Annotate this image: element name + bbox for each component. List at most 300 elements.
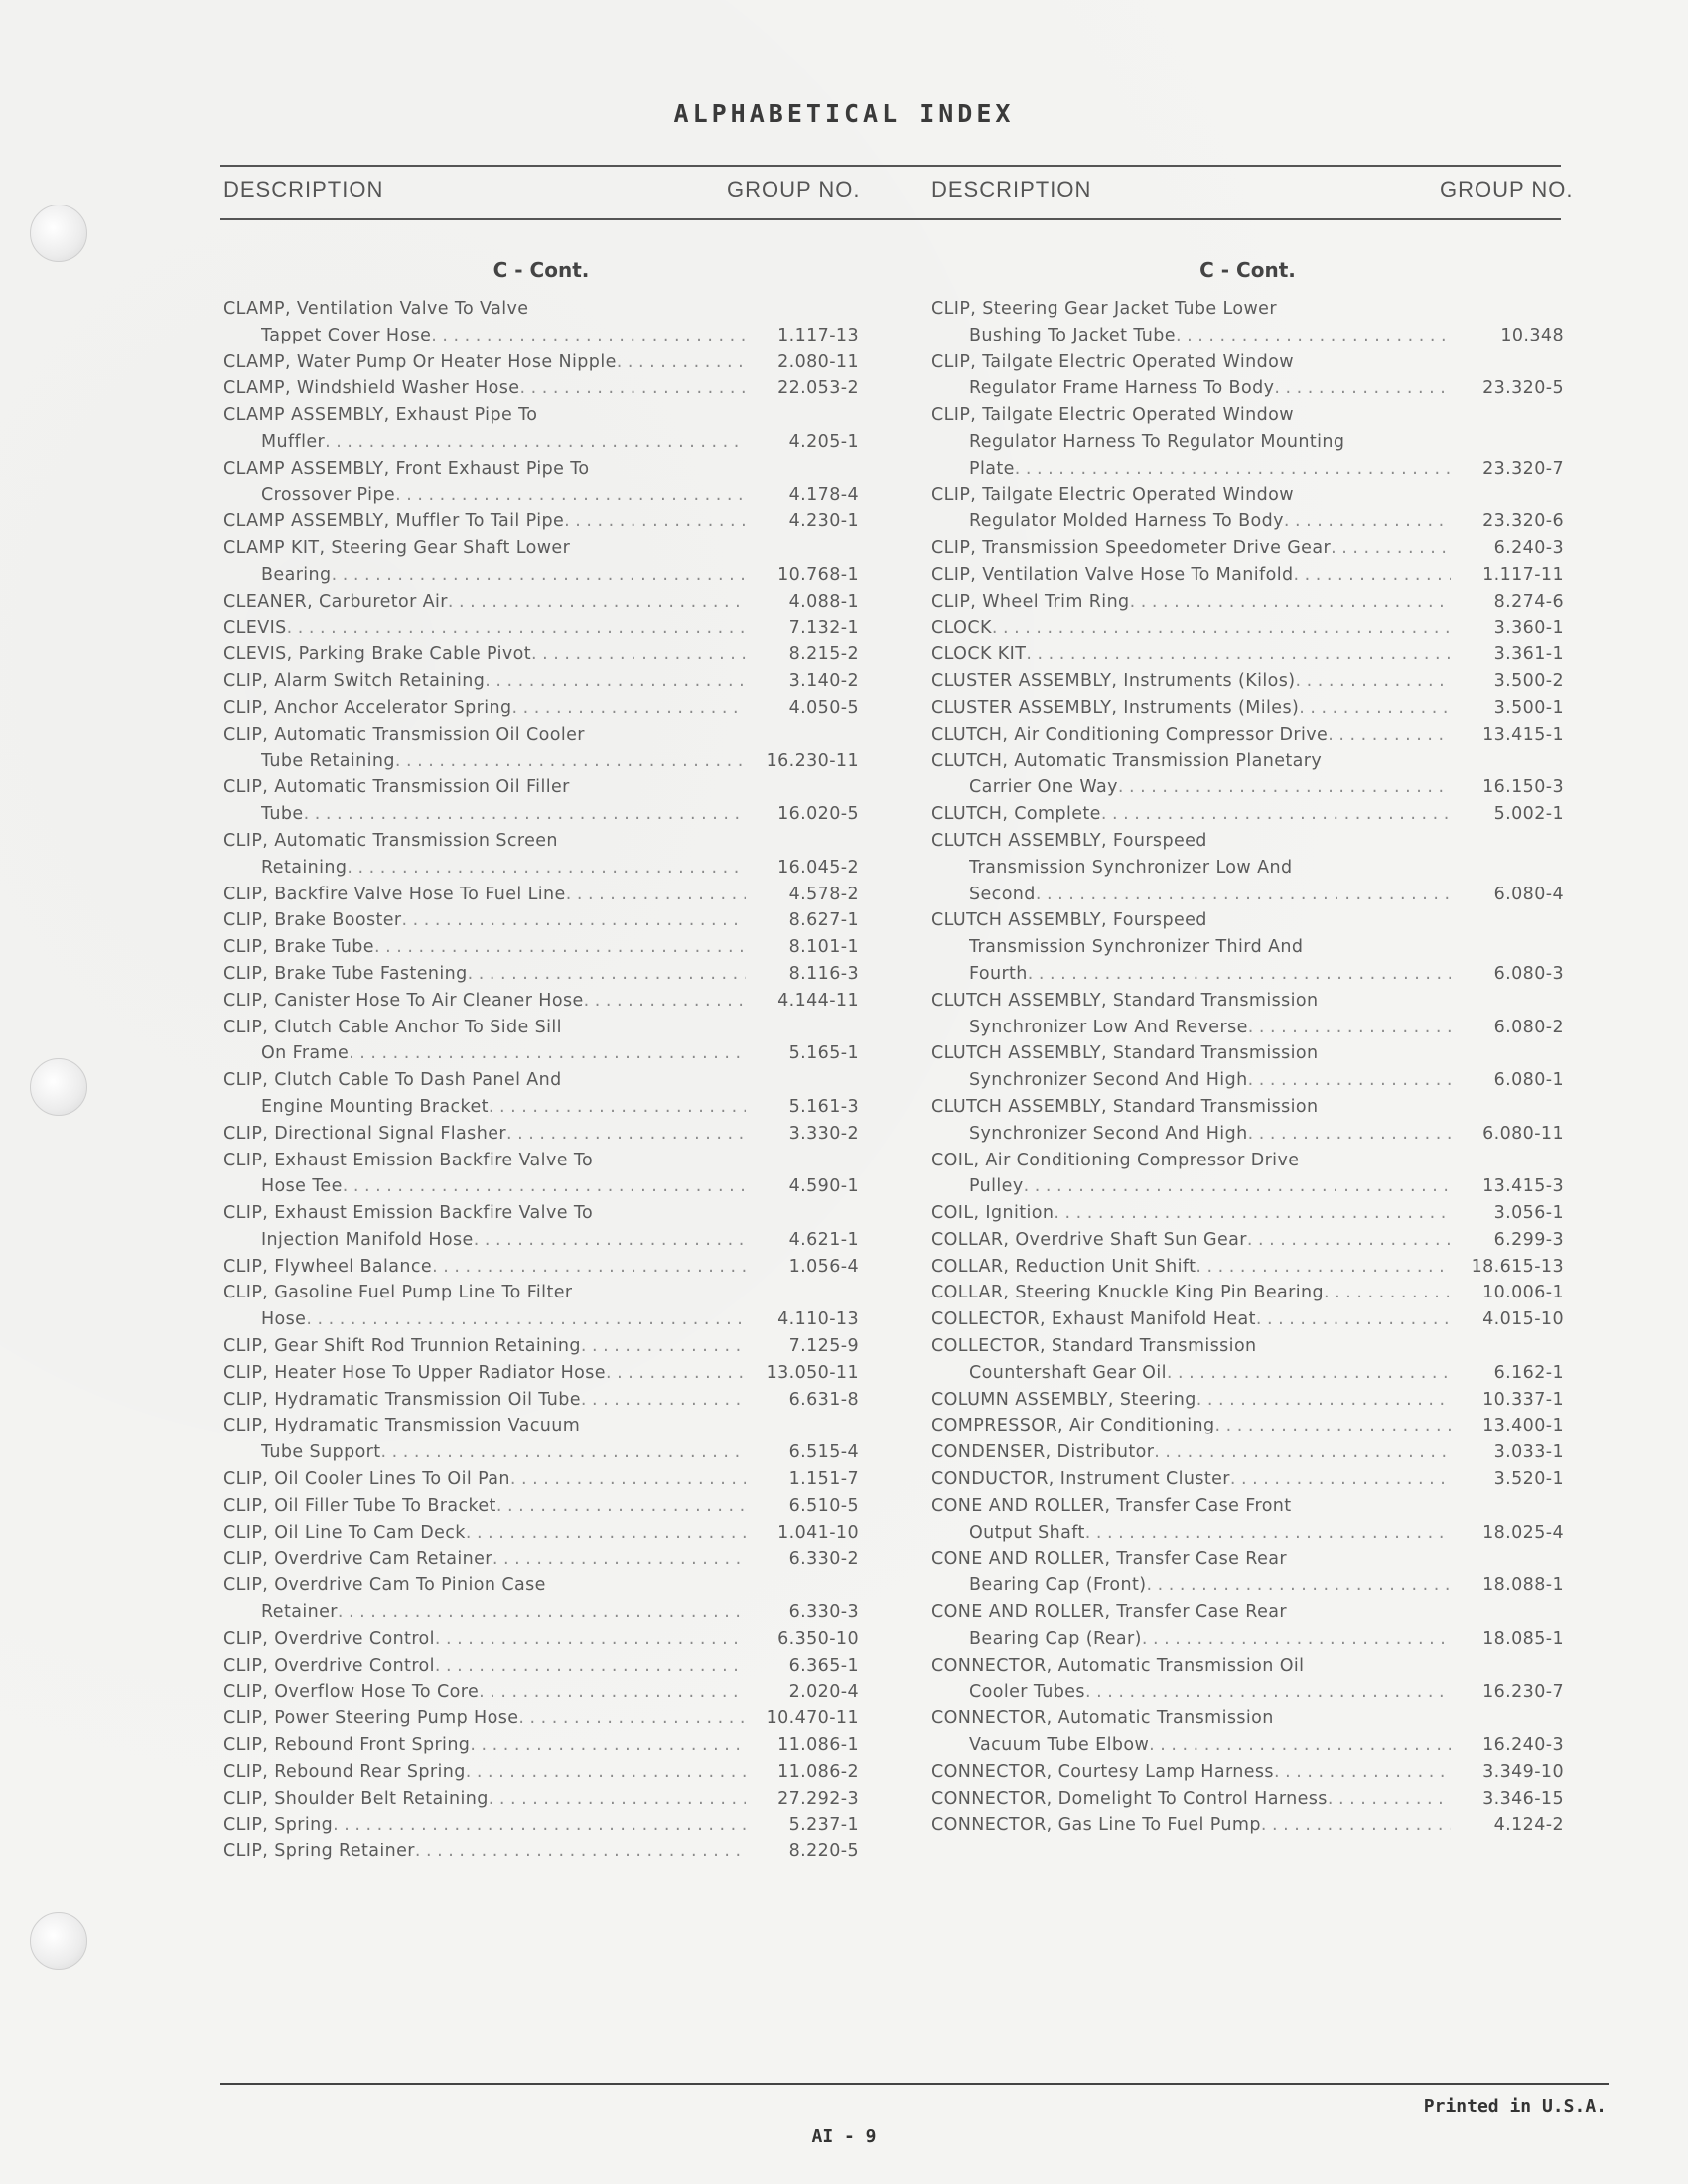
entry-description-continued <box>931 882 1564 908</box>
entry-text: CLIP, Rebound Rear Spring <box>223 1761 466 1782</box>
entry-description <box>223 1812 859 1839</box>
entry-text: CLAMP KIT, Steering Gear Shaft Lower <box>223 538 571 559</box>
entry-description <box>223 961 859 988</box>
entry-description <box>223 1839 859 1865</box>
group-number: 4.088-1 <box>788 591 859 612</box>
entry-description <box>223 1466 859 1493</box>
entry-description <box>931 535 1564 562</box>
entry-description <box>223 988 859 1015</box>
entry-description-continued <box>223 1599 859 1626</box>
index-entry <box>223 1839 859 1865</box>
group-number: 3.360-1 <box>1493 617 1564 638</box>
leader-dots <box>1028 961 1451 988</box>
leader-dots <box>1196 1387 1451 1414</box>
entry-description <box>931 641 1564 668</box>
entry-text: CONNECTOR, Domelight To Control Harness <box>931 1788 1328 1809</box>
leader-dots <box>506 1121 746 1148</box>
group-number: 13.400-1 <box>1482 1416 1564 1436</box>
index-entry <box>931 1200 1564 1227</box>
entry-description <box>223 349 859 376</box>
group-number: 7.132-1 <box>788 617 859 638</box>
binder-hole <box>30 1058 87 1116</box>
index-entry <box>223 402 859 456</box>
group-number: 18.085-1 <box>1482 1628 1564 1649</box>
entry-text: CLIP, Tailgate Electric Operated Window <box>931 351 1294 372</box>
group-number: 6.080-1 <box>1493 1070 1564 1091</box>
entry-description <box>931 988 1564 1015</box>
index-entry <box>931 296 1564 349</box>
leader-dots <box>1196 1254 1451 1281</box>
entry-description <box>931 296 1564 323</box>
group-number: 2.020-4 <box>788 1682 859 1703</box>
index-entry <box>223 1759 859 1786</box>
group-number: 6.631-8 <box>788 1389 859 1410</box>
leader-dots <box>1142 1626 1451 1653</box>
index-entry <box>223 1254 859 1281</box>
index-entry <box>931 589 1564 615</box>
leader-dots <box>485 668 746 695</box>
index-entry <box>931 1759 1564 1786</box>
entry-description <box>223 1333 859 1360</box>
header-top-rule <box>220 165 1561 167</box>
group-number: 27.292-3 <box>777 1788 859 1809</box>
index-entry <box>223 934 859 961</box>
index-entry <box>931 695 1564 722</box>
index-entry <box>931 535 1564 562</box>
leader-dots <box>325 429 746 456</box>
entry-description <box>223 1067 859 1094</box>
entry-description <box>223 1572 859 1599</box>
index-entry <box>223 1360 859 1387</box>
entry-text: CLIP, Overdrive Control <box>223 1628 435 1649</box>
entry-description <box>223 1148 859 1174</box>
entry-text: Tube <box>261 804 304 825</box>
right-description-header: DESCRIPTION <box>931 177 1092 202</box>
group-number: 3.140-2 <box>788 671 859 692</box>
entry-description <box>931 402 1564 429</box>
leader-dots <box>617 349 746 376</box>
entry-description <box>223 774 859 801</box>
entry-description <box>931 1040 1564 1067</box>
entry-description-continued <box>931 1015 1564 1041</box>
group-number: 4.015-10 <box>1482 1309 1564 1330</box>
entry-text: Hose Tee <box>261 1176 343 1197</box>
entry-description-continued <box>223 1227 859 1254</box>
entry-description <box>223 1653 859 1680</box>
index-entry <box>223 1572 859 1626</box>
entry-description <box>931 1333 1564 1360</box>
entry-text: CLUTCH ASSEMBLY, Standard Transmission <box>931 990 1319 1011</box>
entry-description-continued <box>223 855 859 882</box>
entry-text: Synchronizer Second And High <box>969 1070 1248 1091</box>
entry-text: CLIP, Wheel Trim Ring <box>931 591 1130 612</box>
leader-dots <box>531 641 746 668</box>
entry-description-continued <box>931 323 1564 349</box>
entry-description <box>931 1148 1564 1174</box>
entry-text: CLIP, Transmission Speedometer Drive Gear <box>931 538 1332 559</box>
left-index-column <box>223 260 859 1865</box>
leader-dots <box>581 1333 746 1360</box>
index-entry <box>931 1413 1564 1439</box>
group-number: 10.470-11 <box>766 1708 859 1729</box>
entry-description <box>223 375 859 402</box>
entry-text: COLLECTOR, Exhaust Manifold Heat <box>931 1309 1256 1330</box>
group-number: 4.178-4 <box>788 484 859 505</box>
group-number: 6.080-3 <box>1493 963 1564 984</box>
group-number: 6.162-1 <box>1493 1362 1564 1383</box>
entry-description <box>223 1387 859 1414</box>
entry-text: CLAMP, Ventilation Valve To Valve <box>223 299 529 319</box>
group-number: 5.002-1 <box>1493 804 1564 825</box>
entry-description-continued <box>223 1173 859 1200</box>
entry-text: CLIP, Gear Shift Rod Trunnion Retaining <box>223 1336 581 1357</box>
entry-description <box>223 1200 859 1227</box>
index-entry <box>223 907 859 934</box>
entry-text: CONE AND ROLLER, Transfer Case Rear <box>931 1549 1287 1570</box>
leader-dots <box>287 615 746 642</box>
group-number: 4.050-5 <box>788 697 859 718</box>
leader-dots <box>1024 1173 1451 1200</box>
entry-description-continued <box>223 429 859 456</box>
leader-dots <box>1324 1280 1451 1306</box>
leader-dots <box>1274 1759 1451 1786</box>
leader-dots <box>564 508 746 535</box>
entry-description <box>931 1306 1564 1333</box>
group-number: 6.330-2 <box>788 1549 859 1570</box>
entry-description <box>223 1786 859 1813</box>
entry-text: Vacuum Tube Elbow <box>969 1735 1150 1756</box>
entry-text: Plate <box>969 458 1015 478</box>
entry-text: Regulator Frame Harness To Body <box>969 378 1275 399</box>
entry-text: CLIP, Oil Line To Cam Deck <box>223 1522 466 1543</box>
entry-text: CLEANER, Carburetor Air <box>223 591 448 612</box>
leader-dots <box>306 1306 746 1333</box>
index-entry <box>223 961 859 988</box>
index-entry <box>223 589 859 615</box>
entry-description-continued <box>931 456 1564 482</box>
entry-description <box>931 907 1564 934</box>
entry-text: Synchronizer Second And High <box>969 1123 1248 1144</box>
entry-description <box>223 402 859 429</box>
index-entry <box>931 615 1564 642</box>
left-group-header: GROUP NO. <box>727 177 861 202</box>
entry-description <box>931 722 1564 749</box>
entry-description <box>931 1200 1564 1227</box>
entry-description <box>223 615 859 642</box>
group-number: 6.080-2 <box>1493 1017 1564 1037</box>
entry-description <box>931 1653 1564 1680</box>
index-entry <box>931 349 1564 403</box>
group-number: 3.033-1 <box>1493 1442 1564 1463</box>
leader-dots <box>332 562 746 589</box>
group-number: 23.320-7 <box>1482 458 1564 478</box>
entry-description-continued <box>931 961 1564 988</box>
leader-dots <box>1261 1812 1451 1839</box>
index-entry <box>223 535 859 589</box>
entry-text: COLLECTOR, Standard Transmission <box>931 1336 1257 1357</box>
entry-text: CLIP, Hydramatic Transmission Oil Tube <box>223 1389 581 1410</box>
entry-description-continued <box>931 1732 1564 1759</box>
entry-description <box>223 1121 859 1148</box>
entry-description <box>223 882 859 908</box>
entry-text: Synchronizer Low And Reverse <box>969 1017 1248 1037</box>
group-number: 10.006-1 <box>1482 1283 1564 1303</box>
group-number: 4.205-1 <box>788 431 859 452</box>
leader-dots <box>1101 801 1451 828</box>
group-number: 7.125-9 <box>788 1336 859 1357</box>
entry-description <box>931 1759 1564 1786</box>
index-entry <box>931 1439 1564 1466</box>
entry-description-continued <box>223 1439 859 1466</box>
leader-dots <box>1015 456 1451 482</box>
group-number: 6.080-4 <box>1493 884 1564 904</box>
entry-text: CLIP, Exhaust Emission Backfire Valve To <box>223 1203 594 1224</box>
group-number: 16.045-2 <box>777 857 859 878</box>
entry-text: Carrier One Way <box>969 777 1118 798</box>
index-entry <box>223 828 859 882</box>
entry-text: CLIP, Oil Filler Tube To Bracket <box>223 1495 496 1516</box>
leader-dots <box>1054 1200 1451 1227</box>
index-entry <box>931 1812 1564 1839</box>
group-number: 16.150-3 <box>1482 777 1564 798</box>
leader-dots <box>1154 1439 1451 1466</box>
entry-description <box>223 1254 859 1281</box>
entry-text: Tube Retaining <box>261 751 395 771</box>
entry-text: CLIP, Flywheel Balance <box>223 1256 433 1277</box>
entry-text: Regulator Harness To Regulator Mounting <box>969 431 1345 452</box>
entry-text: CLIP, Automatic Transmission Oil Filler <box>223 777 570 798</box>
index-entry <box>931 722 1564 749</box>
left-entry-list <box>223 296 859 1865</box>
entry-description <box>931 668 1564 695</box>
group-number: 18.615-13 <box>1471 1256 1564 1277</box>
entry-text: CLIP, Tailgate Electric Operated Window <box>931 484 1294 505</box>
group-number: 8.116-3 <box>788 963 859 984</box>
index-entry <box>931 988 1564 1041</box>
index-entry <box>931 668 1564 695</box>
entry-description <box>223 1546 859 1572</box>
group-number: 10.768-1 <box>777 564 859 585</box>
index-entry <box>223 375 859 402</box>
entry-text: CLIP, Tailgate Electric Operated Window <box>931 405 1294 426</box>
leader-dots <box>992 615 1451 642</box>
entry-text: On Frame <box>261 1043 350 1064</box>
entry-text: CLUTCH ASSEMBLY, Fourspeed <box>931 830 1207 851</box>
entry-text: CLAMP, Water Pump Or Heater Hose Nipple <box>223 351 617 372</box>
index-entry <box>223 988 859 1015</box>
entry-text: Injection Manifold Hose <box>261 1229 474 1250</box>
entry-description <box>223 722 859 749</box>
group-number: 3.330-2 <box>788 1123 859 1144</box>
index-entry <box>223 1121 859 1148</box>
group-number: 4.590-1 <box>788 1176 859 1197</box>
entry-text: CLIP, Ventilation Valve Hose To Manifold <box>931 564 1294 585</box>
entry-description <box>223 1493 859 1520</box>
leader-dots <box>333 1812 746 1839</box>
entry-text: CLUTCH, Complete <box>931 804 1101 825</box>
entry-description <box>223 1626 859 1653</box>
entry-text: Output Shaft <box>969 1522 1085 1543</box>
entry-description <box>931 1599 1564 1626</box>
entry-text: Muffler <box>261 431 326 452</box>
group-number: 5.161-3 <box>788 1096 859 1117</box>
entry-text: CONE AND ROLLER, Transfer Case Rear <box>931 1602 1287 1623</box>
leader-dots <box>448 589 746 615</box>
index-entry <box>931 1786 1564 1813</box>
group-number: 4.621-1 <box>788 1229 859 1250</box>
index-entry <box>931 907 1564 987</box>
leader-dots <box>395 749 746 775</box>
entry-text: CONNECTOR, Automatic Transmission Oil <box>931 1655 1305 1676</box>
entry-text: CLAMP ASSEMBLY, Muffler To Tail Pipe <box>223 511 565 532</box>
entry-description <box>223 668 859 695</box>
entry-text: COIL, Air Conditioning Compressor Drive <box>931 1150 1300 1170</box>
entry-text: Cooler Tubes <box>969 1682 1085 1703</box>
leader-dots <box>1085 1679 1451 1706</box>
index-entry <box>931 1254 1564 1281</box>
group-number: 8.215-2 <box>788 644 859 665</box>
entry-description <box>223 934 859 961</box>
entry-description <box>931 1466 1564 1493</box>
leader-dots <box>435 1626 746 1653</box>
leader-dots <box>489 1094 746 1121</box>
leader-dots <box>1167 1360 1451 1387</box>
entry-text: CLAMP, Windshield Washer Hose <box>223 378 520 399</box>
entry-description <box>931 349 1564 376</box>
leader-dots <box>1274 375 1451 402</box>
index-entry <box>223 456 859 509</box>
entry-text: Tube Support <box>261 1442 381 1463</box>
group-number: 6.240-3 <box>1493 538 1564 559</box>
entry-description <box>223 1280 859 1306</box>
index-entry <box>223 722 859 775</box>
index-entry <box>223 615 859 642</box>
index-entry <box>931 641 1564 668</box>
entry-text: CLIP, Anchor Accelerator Spring <box>223 697 512 718</box>
group-number: 13.050-11 <box>766 1362 859 1383</box>
entry-text: CLIP, Alarm Switch Retaining <box>223 671 486 692</box>
leader-dots <box>1118 774 1451 801</box>
entry-text: Pulley <box>969 1176 1024 1197</box>
entry-description <box>931 615 1564 642</box>
group-number: 23.320-6 <box>1482 511 1564 532</box>
entry-description <box>223 589 859 615</box>
index-entry <box>223 1679 859 1706</box>
entry-text: CLUTCH, Air Conditioning Compressor Drive <box>931 724 1329 745</box>
entry-description-continued <box>931 508 1564 535</box>
entry-description-continued <box>931 1067 1564 1094</box>
leader-dots <box>347 855 746 882</box>
entry-description-continued <box>931 855 1564 882</box>
index-entry <box>931 1466 1564 1493</box>
entry-text: CLIP, Spring <box>223 1815 334 1836</box>
index-entry <box>931 1706 1564 1759</box>
group-number: 1.151-7 <box>788 1469 859 1490</box>
group-number: 8.220-5 <box>788 1842 859 1862</box>
index-entry <box>223 1280 859 1333</box>
entry-text: CLIP, Heater Hose To Upper Radiator Hose <box>223 1362 606 1383</box>
group-number: 4.124-2 <box>1493 1815 1564 1836</box>
index-entry <box>223 349 859 376</box>
leader-dots <box>1230 1466 1451 1493</box>
group-number: 5.237-1 <box>788 1815 859 1836</box>
entry-description-continued <box>931 429 1564 456</box>
entry-description-continued <box>931 1360 1564 1387</box>
group-number: 6.350-10 <box>777 1628 859 1649</box>
leader-dots <box>1026 641 1451 668</box>
group-number: 2.080-11 <box>777 351 859 372</box>
group-number: 16.230-11 <box>766 751 859 771</box>
entry-text: Second <box>969 884 1036 904</box>
entry-text: CONDUCTOR, Instrument Cluster <box>931 1469 1230 1490</box>
group-number: 5.165-1 <box>788 1043 859 1064</box>
leader-dots <box>566 882 746 908</box>
group-number: 3.520-1 <box>1493 1469 1564 1490</box>
entry-description-continued <box>223 323 859 349</box>
index-entry <box>931 402 1564 481</box>
index-entry <box>931 1387 1564 1414</box>
entry-text: CLIP, Brake Tube Fastening <box>223 963 468 984</box>
entry-description <box>223 456 859 482</box>
group-number: 3.361-1 <box>1493 644 1564 665</box>
group-number: 1.056-4 <box>788 1256 859 1277</box>
index-entry <box>931 1148 1564 1201</box>
entry-text: Fourth <box>969 963 1028 984</box>
binder-hole <box>30 205 87 262</box>
entry-description-continued <box>931 934 1564 961</box>
entry-description-continued <box>223 482 859 509</box>
entry-text: Engine Mounting Bracket <box>261 1096 489 1117</box>
printed-in-usa: Printed in U.S.A. <box>1423 2096 1607 2116</box>
index-entry <box>223 774 859 828</box>
index-entry <box>223 1200 859 1254</box>
index-entry <box>223 1626 859 1653</box>
index-entry <box>931 1280 1564 1306</box>
entry-text: CONNECTOR, Courtesy Lamp Harness <box>931 1761 1274 1782</box>
entry-description <box>223 535 859 562</box>
leader-dots <box>374 934 746 961</box>
group-number: 23.320-5 <box>1482 378 1564 399</box>
leader-dots <box>1331 535 1451 562</box>
entry-description <box>931 695 1564 722</box>
entry-description <box>931 1786 1564 1813</box>
group-number: 3.500-1 <box>1493 697 1564 718</box>
group-number: 6.515-4 <box>788 1442 859 1463</box>
entry-description <box>931 1227 1564 1254</box>
entry-description-continued <box>931 774 1564 801</box>
footer-rule <box>220 2083 1609 2085</box>
entry-description <box>223 1732 859 1759</box>
entry-text: CLIP, Overdrive Cam Retainer <box>223 1549 492 1570</box>
entry-text: CLIP, Oil Cooler Lines To Oil Pan <box>223 1469 510 1490</box>
entry-text: Transmission Synchronizer Third And <box>969 937 1304 958</box>
index-entry <box>223 1706 859 1732</box>
index-entry <box>931 1306 1564 1333</box>
index-entry <box>223 1148 859 1201</box>
entry-text: Hose <box>261 1309 307 1330</box>
leader-dots <box>1284 508 1451 535</box>
leader-dots <box>518 1706 746 1732</box>
entry-description <box>931 1254 1564 1281</box>
entry-text: Regulator Molded Harness To Body <box>969 511 1284 532</box>
entry-text: CLUTCH ASSEMBLY, Fourspeed <box>931 910 1207 931</box>
leader-dots <box>1248 1121 1451 1148</box>
entry-text: CLIP, Brake Booster <box>223 910 402 931</box>
leader-dots <box>1328 722 1451 749</box>
index-entry <box>223 1466 859 1493</box>
entry-text: CLIP, Clutch Cable To Dash Panel And <box>223 1070 562 1091</box>
entry-description-continued <box>931 1121 1564 1148</box>
